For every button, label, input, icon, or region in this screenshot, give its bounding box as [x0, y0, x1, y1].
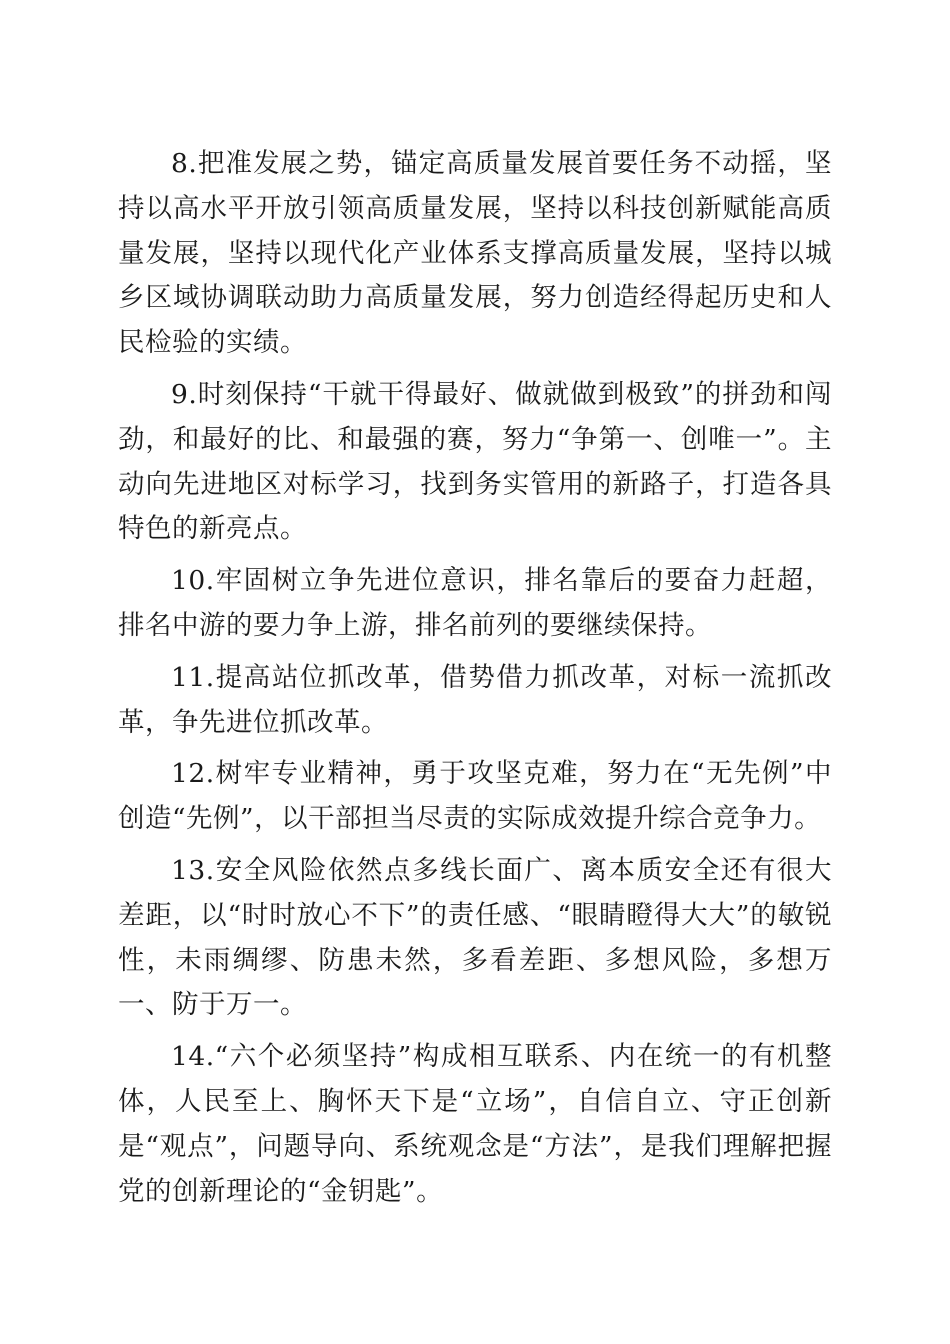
paragraph-9: 9.时刻保持“干就干得最好、做就做到极致”的拼劲和闯劲，和最好的比、和最强的赛，努力“争第一、创唯一”。主动向先进地区对标学习，找到务实管用的新路子，打造各具特色的新亮点。: [118, 378, 832, 545]
paragraph-10: 10.牢固树立争先进位意识，排名靠后的要奋力赶超，排名中游的要力争上游，排名前列的要继续保持。: [118, 565, 832, 641]
paragraph-13: 13.安全风险依然点多线长面广、离本质安全还有很大差距，以“时时放心不下”的责任感、“眼睛瞪得大大”的敏锐性，未雨绸缪、防患未然，多看差距、多想风险，多想万一、防于万一。: [118, 854, 832, 1021]
paragraph-12: 12.树牢专业精神，勇于攻坚克难，努力在“无先例”中创造“先例”，以干部担当尽责的实际成效提升综合竞争力。: [118, 758, 832, 835]
paragraph-8: 8.把准发展之势，锚定高质量发展首要任务不动摇，坚持以高水平开放引领高质量发展，坚持以科技创新赋能高质量发展，坚持以现代化产业体系支撑高质量发展，坚持以城乡区域协调联动助力高质量发展，努力创造经得起历史和人民检验的实绩。: [118, 148, 832, 359]
paragraph-14: 14.“六个必须坚持”构成相互联系、内在统一的有机整体，人民至上、胸怀天下是“立场”，自信自立、守正创新是“观点”，问题导向、系统观念是“方法”，是我们理解把握党的创新理论的“金钥匙”。: [118, 1041, 832, 1207]
paragraph-11: 11.提高站位抓改革，借势借力抓改革，对标一流抓改革，争先进位抓改革。: [118, 661, 832, 738]
document-body: [118, 142, 832, 1221]
